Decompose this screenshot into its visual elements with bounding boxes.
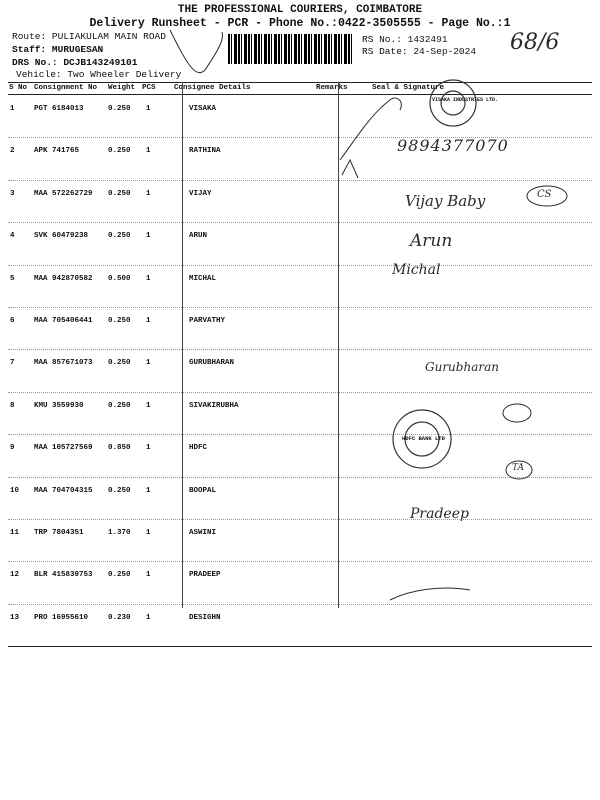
signature-scribble-top bbox=[170, 30, 223, 73]
cell-wt: 1.370 bbox=[108, 529, 131, 537]
cell-wt: 0.250 bbox=[108, 486, 131, 495]
cell-wt: 0.250 bbox=[108, 571, 131, 580]
cell-name: ASWINI bbox=[189, 529, 217, 537]
cell-sno: 11 bbox=[10, 529, 20, 537]
col-seal: Seal & Signature bbox=[372, 84, 445, 92]
rs-no-value: 1432491 bbox=[407, 34, 448, 45]
cell-cno: MAA 857671073 bbox=[34, 359, 93, 368]
company-title: THE PROFESSIONAL COURIERS, COIMBATORE bbox=[177, 4, 423, 16]
cell-pcs: 1 bbox=[146, 317, 151, 325]
cell-wt: 0.250 bbox=[108, 189, 131, 198]
cell-name: MICHAL bbox=[189, 274, 217, 283]
handwritten-ref: 68/6 bbox=[510, 30, 560, 55]
cell-sno: 3 bbox=[10, 189, 15, 198]
cell-pcs: 1 bbox=[146, 444, 151, 453]
handwritten-arun: Arun bbox=[410, 231, 453, 251]
signature-row1 bbox=[340, 98, 401, 160]
cell-sno: 2 bbox=[10, 147, 15, 156]
rs-no-label: RS No.: bbox=[362, 34, 402, 45]
route-value: PULIAKULAM MAIN ROAD bbox=[51, 31, 166, 42]
cell-name: ARUN bbox=[189, 232, 208, 241]
staff-value: MURUGESAN bbox=[51, 44, 104, 55]
cell-cno: MAA 705406441 bbox=[34, 317, 93, 325]
cell-sno: 5 bbox=[10, 274, 15, 283]
signature-row2-mark bbox=[342, 160, 358, 178]
cell-pcs: 1 bbox=[146, 105, 151, 113]
cell-pcs: 1 bbox=[146, 401, 151, 410]
cell-wt: 0.250 bbox=[108, 147, 131, 156]
cell-wt: 0.230 bbox=[108, 613, 131, 622]
cell-pcs: 1 bbox=[146, 359, 151, 368]
cell-cno: MAA 105727569 bbox=[34, 444, 93, 453]
table-bottom-rule bbox=[8, 646, 592, 647]
cell-wt: 0.500 bbox=[108, 274, 131, 283]
cell-name: VIJAY bbox=[189, 189, 212, 198]
cell-wt: 0.850 bbox=[108, 444, 131, 453]
visaka-stamp-text: VISAKA INDUSTRIES LTD. bbox=[432, 97, 499, 103]
cell-name: GURUBHARAN bbox=[189, 359, 235, 368]
handwritten-cs: CS bbox=[537, 189, 552, 200]
cell-pcs: 1 bbox=[146, 147, 151, 156]
col-weight: Weight bbox=[108, 84, 136, 92]
staff-label: Staff: bbox=[12, 44, 47, 55]
rs-date-value: 24-Sep-2024 bbox=[413, 46, 477, 57]
cell-name: DESIGHN bbox=[189, 613, 221, 622]
row9-circle bbox=[503, 404, 531, 422]
cell-name: BOOPAL bbox=[189, 486, 217, 495]
runsheet-title: Delivery Runsheet - PCR - Phone No.:0422-3505555 - Page No.:1 bbox=[89, 17, 511, 30]
cell-name: PARVATHY bbox=[189, 317, 226, 325]
cell-wt: 0.250 bbox=[108, 401, 131, 410]
cell-sno: 1 bbox=[10, 105, 15, 113]
cell-cno: PRO 16955610 bbox=[34, 613, 89, 622]
cell-wt: 0.250 bbox=[108, 317, 131, 325]
cell-cno: MAA 942870582 bbox=[34, 274, 93, 283]
handwritten-gurubharan: Gurubharan bbox=[425, 360, 499, 374]
cell-pcs: 1 bbox=[146, 486, 151, 495]
cell-sno: 10 bbox=[10, 486, 20, 495]
cell-wt: 0.250 bbox=[108, 359, 131, 368]
cell-cno: SVK 60479238 bbox=[34, 232, 89, 241]
cell-name: SIVAKIRUBHA bbox=[189, 401, 239, 410]
col-sno: S No bbox=[9, 84, 28, 92]
cell-pcs: 1 bbox=[146, 529, 151, 537]
handwritten-pradeep: Pradeep bbox=[410, 506, 469, 522]
cell-cno: TRP 7804351 bbox=[34, 529, 84, 537]
cell-sno: 8 bbox=[10, 401, 15, 410]
col-consignee: Consignee Details bbox=[174, 84, 251, 92]
cell-pcs: 1 bbox=[146, 189, 151, 198]
cell-pcs: 1 bbox=[146, 232, 151, 241]
cell-cno: KMU 3559930 bbox=[34, 401, 84, 410]
cell-cno: PGT 6184013 bbox=[34, 105, 84, 113]
cell-name: VISAKA bbox=[189, 105, 217, 113]
cell-cno: MAA 704704315 bbox=[34, 486, 93, 495]
cell-sno: 13 bbox=[10, 613, 20, 622]
cell-name: PRADEEP bbox=[189, 571, 221, 580]
hdfc-stamp-text: HDFC BANK LTD bbox=[402, 435, 445, 442]
cell-wt: 0.250 bbox=[108, 105, 131, 113]
cell-sno: 4 bbox=[10, 232, 15, 241]
rs-date-label: RS Date: bbox=[362, 46, 408, 57]
col-pcs: PCS bbox=[142, 84, 156, 92]
cell-pcs: 1 bbox=[146, 571, 151, 580]
vehicle-label: Vehicle: bbox=[16, 69, 62, 80]
cell-pcs: 1 bbox=[146, 274, 151, 283]
col-consignment: Consignment No bbox=[34, 84, 98, 92]
signature-row13 bbox=[390, 588, 470, 600]
cell-name: HDFC bbox=[189, 444, 208, 453]
cell-sno: 6 bbox=[10, 317, 15, 325]
cell-name: RATHINA bbox=[189, 147, 221, 156]
drs-value: DCJB143249101 bbox=[63, 57, 138, 68]
cell-sno: 9 bbox=[10, 444, 15, 453]
handwritten-michal: Michal bbox=[392, 262, 441, 278]
cell-cno: BLR 415839753 bbox=[34, 571, 93, 580]
drs-label: DRS No.: bbox=[12, 57, 58, 68]
vehicle-value: Two Wheeler Delivery bbox=[67, 69, 182, 80]
route-label: Route: bbox=[12, 31, 47, 42]
cell-cno: APK 741765 bbox=[34, 147, 80, 156]
cell-sno: 7 bbox=[10, 359, 15, 368]
handwritten-ta: TA bbox=[512, 463, 525, 473]
col-remarks: Remarks bbox=[316, 84, 348, 92]
handwritten-vijay: Vijay Baby bbox=[405, 192, 486, 210]
cell-pcs: 1 bbox=[146, 613, 151, 622]
cell-wt: 0.250 bbox=[108, 232, 131, 241]
visaka-stamp-icon bbox=[430, 80, 476, 126]
cell-sno: 12 bbox=[10, 571, 20, 580]
handwritten-phone: 9894377070 bbox=[397, 136, 509, 155]
cell-cno: MAA 572262729 bbox=[34, 189, 93, 198]
